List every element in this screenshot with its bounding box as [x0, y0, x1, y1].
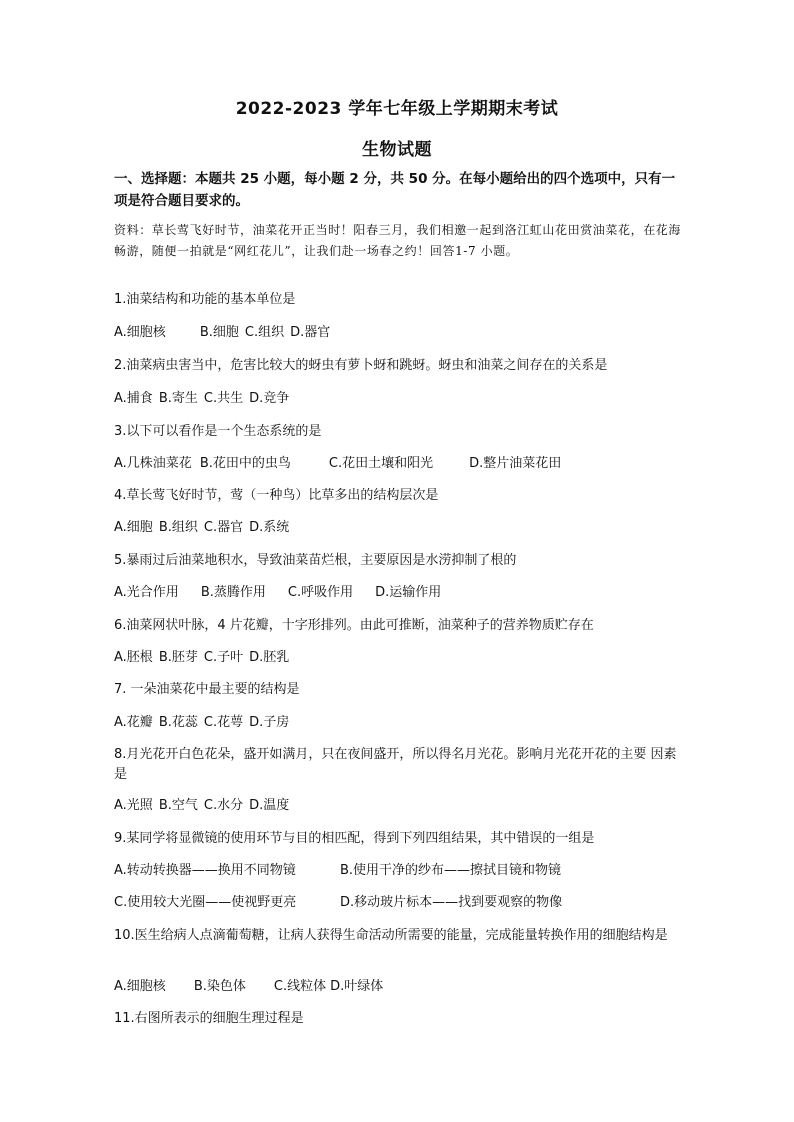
option: C.水分: [203, 798, 244, 813]
question-stem: 5.暴雨过后油菜地积水，导致油菜苗烂根，主要原因是水涝抑制了根的: [114, 553, 517, 568]
question-stem: 3.以下可以看作是一个生态系统的是: [114, 424, 322, 439]
option: D.子房: [249, 715, 290, 730]
option: A.花瓣: [114, 715, 153, 730]
option: C.线粒体: [273, 979, 327, 994]
option: B.空气: [158, 798, 198, 813]
question-options: [114, 713, 689, 733]
option: D.运输作用: [375, 585, 442, 600]
option: B.使用干净的纱布——擦拭目镜和物镜: [340, 863, 562, 878]
question-options: [114, 583, 689, 603]
question-options: [114, 796, 689, 816]
option: A.光照: [114, 798, 153, 813]
option: C.使用较大光圈——使视野更亮: [114, 895, 297, 910]
option: A.细胞核: [114, 979, 166, 994]
option: B.胚芽: [158, 650, 198, 665]
option: D.整片油菜花田: [469, 456, 562, 471]
option: D.竞争: [249, 391, 290, 406]
question-options: [114, 648, 689, 668]
option: A.细胞: [114, 520, 153, 535]
option: C.花田土壤和阳光: [328, 456, 434, 471]
option: A.胚根: [114, 650, 153, 665]
question-stem: 9.某同学将显微镜的使用环节与目的相匹配，得到下列四组结果，其中错误的一组是: [114, 831, 595, 846]
exam-subtitle: 生物试题: [362, 140, 432, 160]
option: A.光合作用: [114, 585, 179, 600]
question-stem: 11.右图所表示的细胞生理过程是: [114, 1011, 304, 1026]
option: A.几株油菜花: [114, 456, 192, 471]
option: C.花萼: [203, 715, 244, 730]
option: D.移动玻片标本——找到要观察的物像: [340, 895, 563, 910]
option: C.组织: [244, 325, 285, 340]
question-stem: 7. 一朵油菜花中最主要的结构是: [114, 682, 300, 697]
option: A.细胞核: [114, 325, 166, 340]
option: C.共生: [203, 391, 244, 406]
option: C.子叶: [203, 650, 244, 665]
option: C.器官: [203, 520, 244, 535]
exam-title: 2022-2023 学年七年级上学期期末考试: [235, 99, 559, 119]
option: B.蒸腾作用: [200, 585, 266, 600]
question-stem: 1.油菜结构和功能的基本单位是: [114, 292, 296, 307]
option: A.转动转换器——换用不同物镜: [114, 863, 296, 878]
option: A.捕食: [114, 391, 153, 406]
question-stem: 2.油菜病虫害当中，危害比较大的蚜虫有萝卜蚜和跳蚜。蚜虫和油菜之间存在的关系是: [114, 358, 608, 373]
question-stem: 4.草长莺飞好时节，莺（一种鸟）比草多出的结构层次是: [114, 488, 439, 503]
question-options: [114, 977, 689, 997]
question-options: [114, 454, 689, 474]
option: B.组织: [158, 520, 198, 535]
option: B.花蕊: [158, 715, 198, 730]
option: D.叶绿体: [330, 979, 384, 994]
option: C.呼吸作用: [287, 585, 354, 600]
option: B.花田中的虫鸟: [199, 456, 291, 471]
option: B.细胞: [199, 325, 239, 340]
question-options: [114, 389, 689, 409]
question-stem: 6.油菜网状叶脉，4 片花瓣，十字形排列。由此可推断，油菜种子的营养物质贮存在: [114, 618, 594, 633]
section-heading: 一、选择题：本题共 25 小题，每小题 2 分，共 50 分。在每小题给出的四个选项中，只有一项是符合题目要求的。: [114, 171, 676, 209]
option: D.系统: [249, 520, 290, 535]
option: B.寄生: [158, 391, 198, 406]
option: B.染色体: [193, 979, 246, 994]
reading-material: 资料：草长莺飞好时节，油菜花开正当时！阳春三月，我们相邀一起到洛江虹山花田赏油菜花，在花海畅游，随便一拍就是“网红花儿”，让我们赴一场春之约！回答1-7 小题。: [114, 223, 682, 258]
option: D.胚乳: [249, 650, 290, 665]
question-options: [114, 893, 689, 913]
question-stem: 10.医生给病人点滴葡萄糖，让病人获得生命活动所需要的能量，完成能量转换作用的细胞结构是: [114, 928, 668, 943]
question-stem: 8.月光花开白色花朵，盛开如满月，只在夜间盛开，所以得名月光花。影响月光花开花的主要 因素是: [114, 747, 677, 782]
question-options: [114, 323, 689, 343]
question-options: [114, 518, 689, 538]
question-options: [114, 861, 689, 881]
option: D.温度: [249, 798, 290, 813]
option: D.器官: [290, 325, 331, 340]
